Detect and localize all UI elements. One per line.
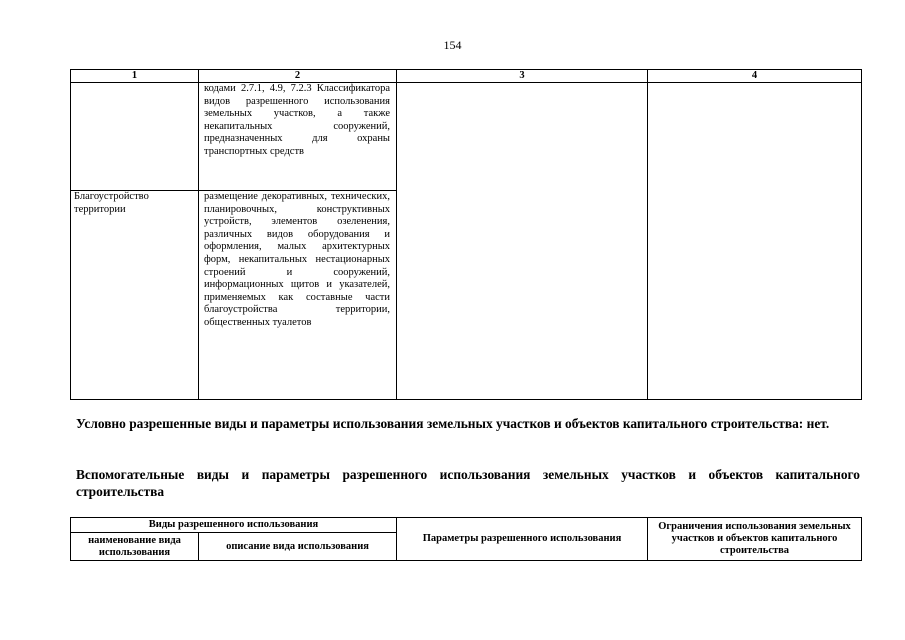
use-description-cell: размещение декоративных, технических, планировочных, конструктивных устройств, элементов озеленения, различных видов оборудования и оформления, малых архитектурных форм, некапитальных нестационарных строений и сооружений, информационных щитов и указателей, применяемых как составные части благоустройства территории, общественных туалетов [199, 191, 397, 400]
land-use-table [70, 69, 862, 400]
column-header-1: 1 [71, 70, 199, 83]
use-description-header: описание вида использования [199, 533, 397, 561]
parameters-cell [397, 83, 648, 400]
use-description-cell: кодами 2.7.1, 4.9, 7.2.3 Классификатора видов разрешенного использования земельных участков, а также некапитальных сооружений, предназначенных для охраны транспортных средств [199, 83, 397, 191]
parameters-header: Параметры разрешенного использования [397, 518, 648, 561]
page-number: 154 [443, 38, 462, 52]
conditional-use-paragraph: Условно разрешенные виды и параметры использования земельных участков и объектов капитального строительства: нет. [76, 416, 830, 431]
use-name-cell [71, 83, 199, 191]
use-name-header: наименование вида использования [71, 533, 199, 561]
permitted-uses-group-header: Виды разрешенного использования [71, 518, 397, 533]
column-header-2: 2 [199, 70, 397, 83]
use-name-cell: Благоустройство территории [71, 191, 199, 400]
column-header-3: 3 [397, 70, 648, 83]
auxiliary-use-heading: Вспомогательные виды и параметры разрешенного использования земельных участков и объектов капитального строительства [76, 467, 860, 499]
column-header-4: 4 [648, 70, 862, 83]
table-row [71, 83, 862, 191]
restrictions-cell [648, 83, 862, 400]
auxiliary-use-table [70, 517, 862, 561]
table-header-row [71, 70, 862, 83]
restrictions-header: Ограничения использования земельных участков и объектов капитального строительства [648, 518, 862, 561]
